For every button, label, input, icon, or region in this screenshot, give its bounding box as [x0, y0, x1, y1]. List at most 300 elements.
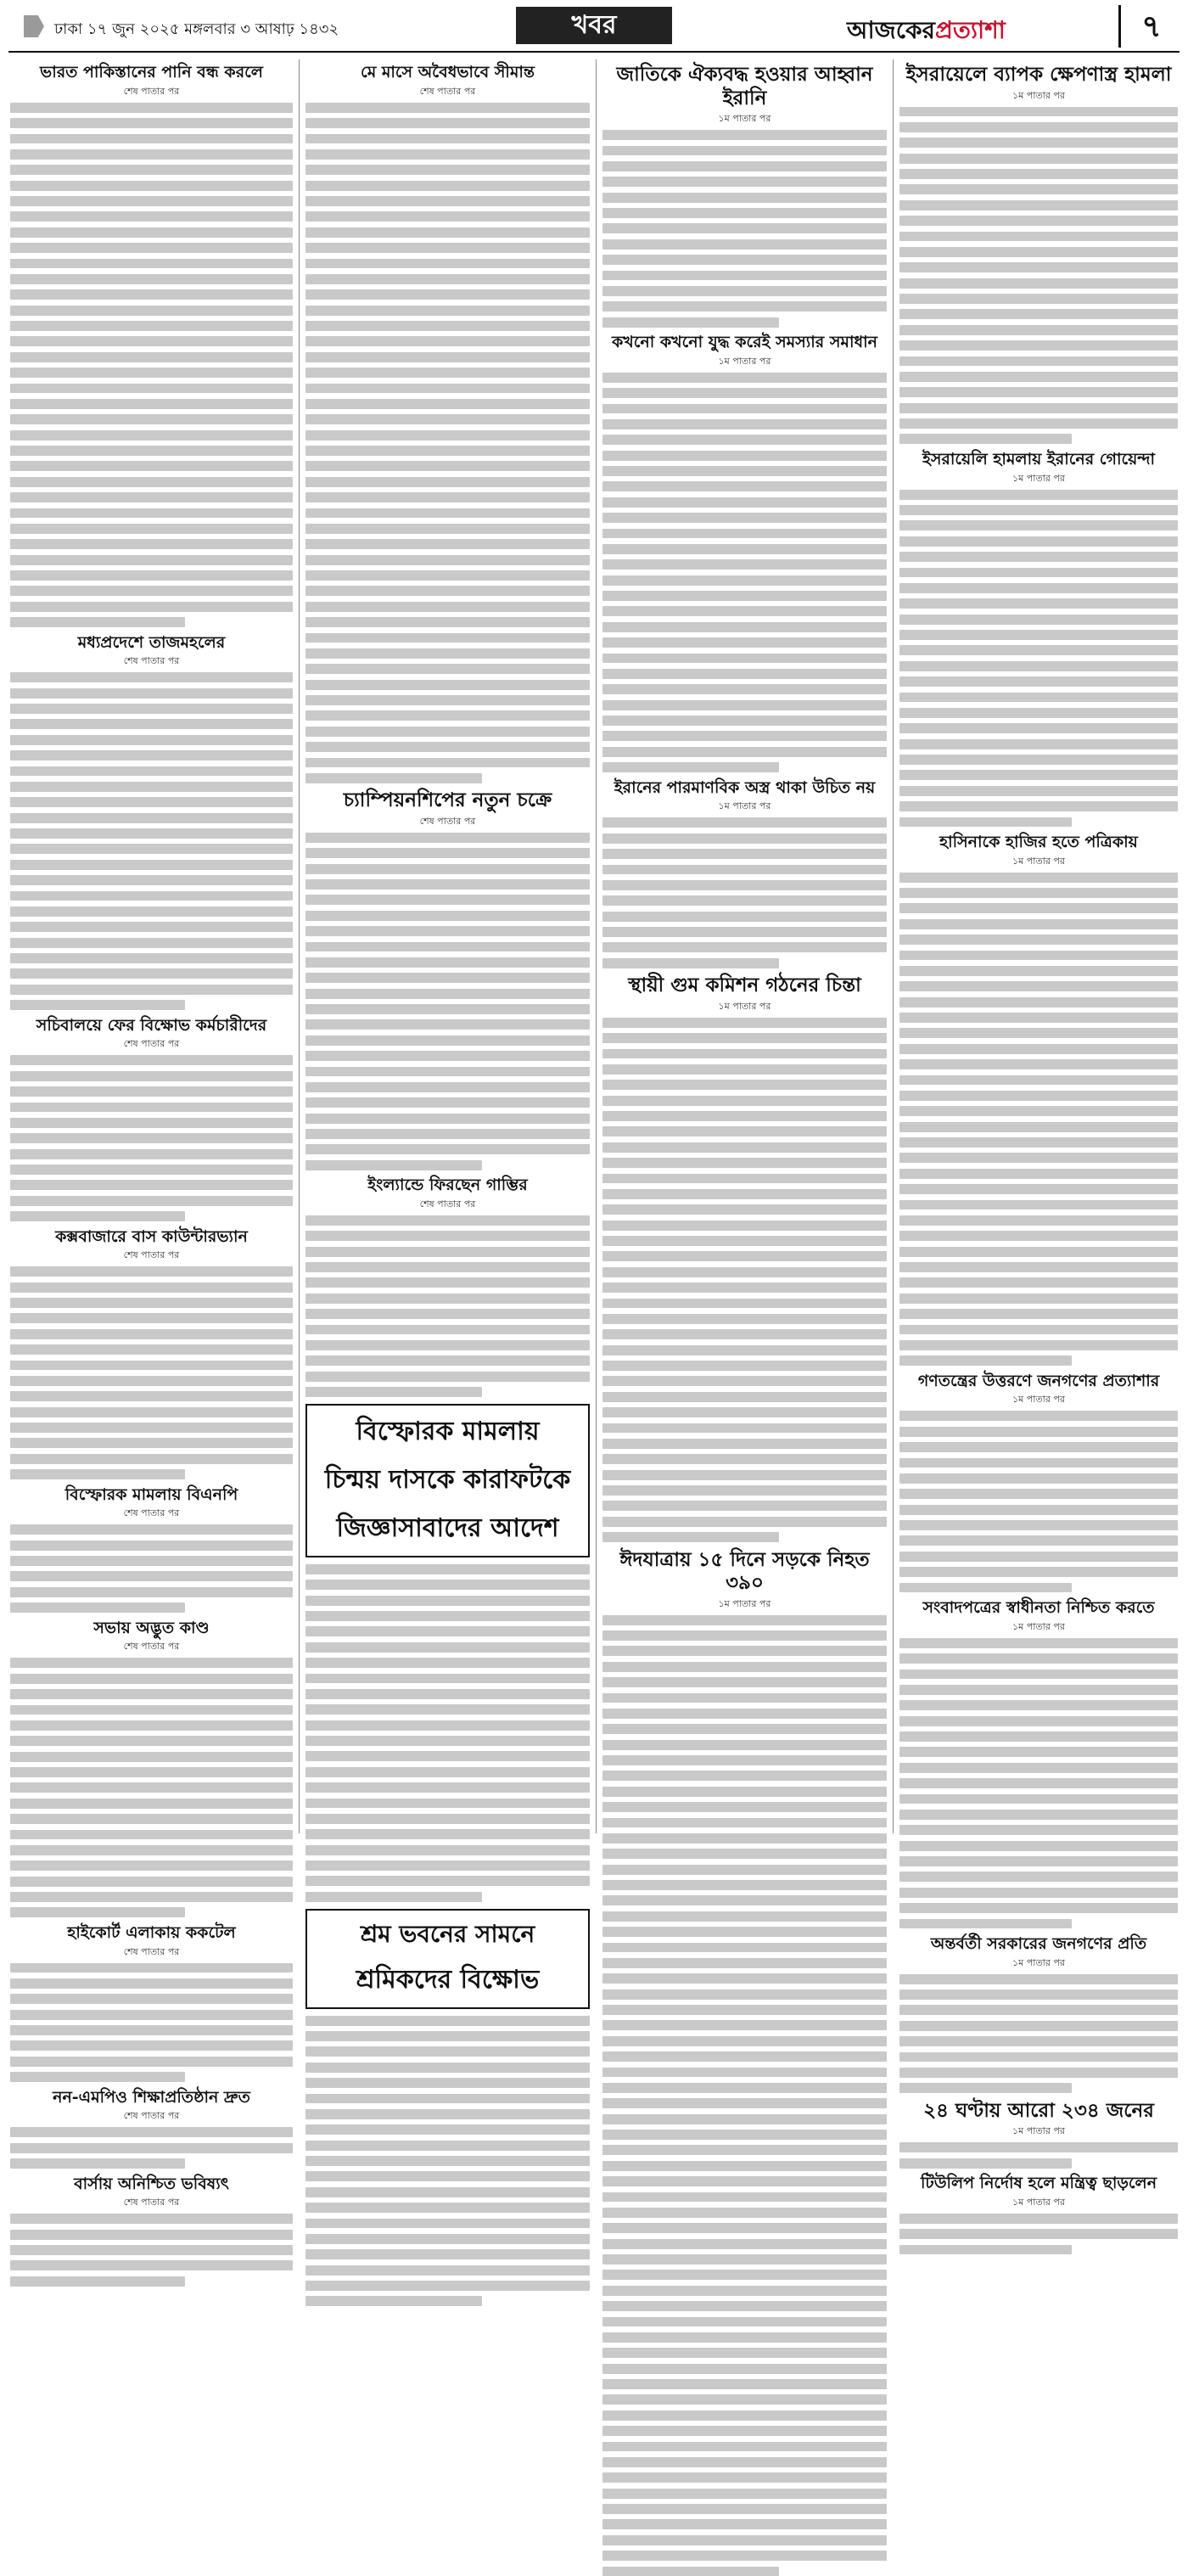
text-line — [10, 289, 293, 300]
text-line — [899, 568, 1178, 578]
text-line — [899, 387, 1178, 397]
text-line — [305, 957, 590, 968]
text-line — [899, 755, 1178, 765]
text-line — [899, 340, 1178, 351]
newspaper-logo — [847, 12, 1006, 52]
text-line — [899, 1872, 1178, 1882]
box-headline-line: শ্রমিকদের বিক্ষোভ — [311, 1959, 585, 2002]
text-line — [305, 2078, 590, 2088]
text-line — [305, 1642, 590, 1653]
text-line — [899, 1247, 1178, 1257]
page-number: ৭ — [1118, 5, 1182, 48]
text-line — [602, 193, 887, 203]
text-line — [602, 301, 887, 311]
text-line — [602, 435, 887, 445]
text-line — [305, 2046, 590, 2057]
article-body — [10, 1524, 293, 1613]
article-body — [305, 1564, 590, 1902]
text-line — [305, 555, 590, 565]
text-line — [602, 2489, 887, 2499]
text-line — [602, 1033, 887, 1043]
text-line — [10, 508, 293, 519]
text-line — [10, 750, 293, 760]
text-line — [305, 1082, 590, 1092]
article — [602, 63, 887, 328]
text-line — [305, 259, 590, 269]
box-headline-line: শ্রম ভবনের সামনে — [311, 1916, 585, 1956]
text-line — [602, 1329, 887, 1339]
text-line — [10, 368, 293, 378]
text-line — [10, 384, 293, 394]
article — [10, 633, 293, 1011]
text-line — [602, 1018, 887, 1028]
text-line — [10, 165, 293, 175]
text-line — [899, 934, 1178, 945]
text-line — [899, 1778, 1178, 1788]
text-line — [305, 196, 590, 206]
text-line — [602, 513, 887, 523]
article-body — [10, 1963, 293, 2083]
text-line — [899, 1075, 1178, 1086]
box-headline-line: চিন্ময় দাসকে কারাফটকে — [312, 1459, 583, 1502]
text-line — [10, 704, 293, 714]
text-line — [899, 2229, 1178, 2239]
article-headline: হাইকোর্ট এলাকায় ককটেল — [10, 1923, 293, 1943]
text-line — [899, 1489, 1178, 1499]
text-line — [602, 1849, 887, 1859]
text-line — [305, 1876, 590, 1886]
text-line — [10, 2057, 293, 2067]
text-line — [305, 1860, 590, 1871]
text-line — [602, 958, 779, 968]
text-line — [305, 727, 590, 737]
text-line — [305, 1387, 482, 1397]
text-line — [602, 927, 887, 937]
text-line — [899, 294, 1178, 304]
article — [899, 1598, 1178, 1928]
text-line — [10, 985, 293, 995]
text-line — [305, 149, 590, 160]
text-line — [305, 710, 590, 721]
text-line — [602, 1423, 887, 1434]
text-line — [899, 873, 1178, 883]
text-line — [602, 466, 887, 476]
text-line — [899, 1215, 1178, 1226]
text-line — [305, 2234, 590, 2244]
text-line — [305, 617, 590, 627]
text-line — [305, 1277, 590, 1288]
text-line — [305, 1129, 590, 1139]
text-line — [10, 968, 293, 979]
text-line — [10, 555, 293, 565]
text-line — [602, 2364, 887, 2374]
text-line — [899, 693, 1178, 703]
text-line — [305, 2203, 590, 2213]
article-headline: গণতন্ত্রের উত্তরণে জনগণের প্রত্যাশার — [899, 1372, 1178, 1391]
text-line — [10, 1344, 293, 1355]
continued-note: ১ম পাতার পর — [899, 2195, 1178, 2211]
text-line — [899, 403, 1178, 413]
text-line — [899, 1458, 1178, 1468]
text-line — [602, 1470, 887, 1480]
text-line — [602, 1345, 887, 1355]
text-line — [602, 208, 887, 218]
text-line — [899, 325, 1178, 335]
text-line — [899, 817, 1072, 828]
text-line — [305, 695, 590, 705]
text-line — [305, 895, 590, 905]
text-line — [10, 1196, 293, 1206]
text-line — [10, 735, 293, 745]
column-4 — [899, 59, 1178, 1833]
text-line — [305, 118, 590, 128]
text-line — [602, 2504, 887, 2514]
article — [899, 63, 1178, 444]
text-line — [602, 2426, 887, 2436]
text-line — [305, 2171, 590, 2181]
text-line — [899, 1340, 1178, 1350]
text-line — [899, 122, 1178, 132]
text-line — [602, 2208, 887, 2218]
text-line — [602, 1501, 887, 1511]
text-line — [10, 719, 293, 729]
text-line — [305, 289, 590, 300]
text-line — [305, 1067, 590, 1077]
text-line — [10, 321, 293, 331]
continued-note: শেষ পাতার পর — [10, 1945, 293, 1961]
article-body — [602, 373, 887, 772]
text-line — [602, 833, 887, 844]
text-line — [305, 1325, 590, 1335]
text-line — [602, 849, 887, 859]
text-line — [899, 1731, 1178, 1742]
text-line — [899, 247, 1178, 257]
text-line — [602, 1221, 887, 1231]
text-line — [602, 1111, 887, 1121]
text-line — [602, 669, 887, 679]
text-line — [305, 864, 590, 874]
text-line — [305, 181, 590, 191]
text-line — [899, 661, 1178, 671]
text-line — [602, 880, 887, 890]
text-line — [10, 1211, 185, 1221]
text-line — [305, 352, 590, 362]
text-line — [899, 1122, 1178, 1132]
text-line — [10, 1860, 293, 1871]
text-line — [899, 1262, 1178, 1272]
section-title: খবর — [516, 7, 672, 44]
text-line — [10, 2230, 293, 2240]
text-line — [10, 1165, 293, 1175]
text-line — [899, 1638, 1178, 1648]
continued-note: শেষ পাতার পর — [10, 2195, 293, 2211]
text-line — [305, 1294, 590, 1304]
article-body — [305, 103, 590, 783]
text-line — [305, 2016, 590, 2026]
text-line — [305, 1596, 590, 1606]
text-line — [602, 2535, 887, 2545]
text-line — [899, 262, 1178, 272]
text-line — [602, 1973, 887, 1984]
text-line — [10, 1541, 293, 1551]
article-headline: বার্সায় অনিশ্চিত ভবিষ্যৎ — [10, 2175, 293, 2194]
text-line — [899, 505, 1178, 515]
text-line — [899, 1355, 1072, 1366]
article — [899, 833, 1178, 1366]
text-line — [602, 1740, 887, 1750]
text-line — [305, 586, 590, 596]
text-line — [305, 1262, 590, 1272]
text-line — [305, 508, 590, 519]
text-line — [10, 1571, 293, 1581]
text-line — [899, 1106, 1178, 1116]
text-line — [899, 1552, 1178, 1562]
text-line — [305, 664, 590, 674]
article — [10, 1227, 293, 1480]
text-line — [602, 2114, 887, 2124]
text-line — [602, 1407, 887, 1417]
text-line — [602, 2394, 887, 2405]
text-line — [305, 926, 590, 936]
text-line — [602, 1299, 887, 1309]
continued-note: ১ম পাতার পর — [899, 854, 1178, 870]
text-line — [305, 1019, 590, 1030]
text-line — [602, 1392, 887, 1402]
text-line — [305, 2281, 590, 2291]
text-line — [10, 617, 185, 627]
text-line — [10, 953, 293, 963]
text-line — [899, 1700, 1178, 1710]
text-line — [305, 1004, 590, 1014]
text-line — [602, 1158, 887, 1168]
article-headline: ২৪ ঘণ্টায় আরো ২৩৪ জনের — [899, 2099, 1178, 2123]
text-line — [10, 602, 293, 612]
text-line — [602, 895, 887, 906]
text-line — [305, 1658, 590, 1668]
text-line — [305, 1097, 590, 1108]
text-line — [10, 461, 293, 471]
text-line — [602, 731, 887, 741]
article-headline: ঈদযাত্রায় ১৫ দিনে সড়কে নিহত ৩৯০ — [602, 1548, 887, 1595]
text-line — [899, 1653, 1178, 1664]
text-line — [10, 1103, 293, 1113]
text-line — [602, 865, 887, 875]
text-line — [899, 583, 1178, 593]
text-line — [10, 1877, 293, 1887]
article-body — [899, 873, 1178, 1367]
text-line — [602, 716, 887, 726]
text-line — [10, 181, 293, 191]
text-line — [602, 654, 887, 664]
article — [305, 1176, 590, 1397]
text-line — [899, 1903, 1178, 1913]
text-line — [899, 1794, 1178, 1804]
text-line — [602, 684, 887, 694]
text-line — [10, 1266, 293, 1277]
text-line — [602, 161, 887, 171]
article-headline: অন্তর্বর্তী সরকারের জনগণের প্রতি — [899, 1934, 1178, 1954]
text-line — [10, 2158, 185, 2169]
text-line — [10, 1752, 293, 1762]
text-line — [305, 2109, 590, 2119]
text-line — [602, 2036, 887, 2046]
text-line — [899, 1716, 1178, 1726]
continued-note: শেষ পাতার পর — [305, 84, 590, 100]
column-divider — [893, 59, 894, 1833]
text-line — [10, 2040, 293, 2051]
text-line — [899, 888, 1178, 898]
text-line — [602, 2379, 887, 2389]
text-line — [10, 1845, 293, 1855]
text-line — [10, 1658, 293, 1668]
text-line — [899, 2083, 1072, 2093]
text-line — [305, 446, 590, 456]
text-line — [899, 520, 1178, 530]
text-line — [602, 1802, 887, 1812]
text-line — [10, 1907, 185, 1917]
text-line — [305, 742, 590, 752]
article-headline: চ্যাম্পিয়নশিপের নতুন চক্রে — [305, 789, 590, 812]
text-line — [602, 1517, 887, 1527]
text-line — [10, 243, 293, 253]
logo-main: আজকের — [847, 16, 935, 44]
text-line — [602, 700, 887, 710]
text-line — [10, 1055, 293, 1065]
article — [602, 1548, 887, 2576]
text-line — [10, 1720, 293, 1731]
column-divider — [299, 59, 300, 1833]
text-line — [602, 1126, 887, 1136]
text-line — [10, 2025, 293, 2035]
text-line — [899, 770, 1178, 780]
text-line — [602, 1080, 887, 1090]
text-line — [10, 1407, 293, 1417]
article — [602, 778, 887, 968]
text-line — [10, 1298, 293, 1308]
text-line — [899, 676, 1178, 687]
text-line — [899, 598, 1178, 609]
text-line — [305, 1720, 590, 1731]
text-line — [10, 688, 293, 699]
text-line — [10, 844, 293, 854]
continued-note: ১ম পাতার পর — [602, 111, 887, 127]
text-line — [602, 239, 887, 250]
text-line — [602, 497, 887, 508]
text-line — [305, 134, 590, 144]
text-line — [602, 1236, 887, 1246]
text-line — [899, 1169, 1178, 1179]
text-line — [899, 1184, 1178, 1194]
text-line — [602, 2176, 887, 2186]
article-body — [10, 2127, 293, 2169]
text-line — [602, 2442, 887, 2452]
text-line — [602, 1943, 887, 1953]
text-line — [305, 1892, 482, 1902]
continued-note: ১ম পাতার পর — [602, 354, 887, 370]
text-line — [899, 1059, 1178, 1069]
text-line — [899, 232, 1178, 242]
text-line — [10, 2260, 293, 2270]
text-line — [602, 1439, 887, 1449]
text-line — [602, 2098, 887, 2108]
text-line — [305, 570, 590, 581]
text-line — [602, 591, 887, 601]
text-line — [602, 317, 779, 328]
text-line — [305, 306, 590, 316]
text-line — [10, 586, 293, 596]
text-line — [10, 274, 293, 284]
text-line — [305, 274, 590, 284]
text-line — [602, 2254, 887, 2265]
text-line — [10, 828, 293, 839]
article — [10, 1485, 293, 1614]
text-line — [602, 286, 887, 296]
text-line — [305, 1799, 590, 1809]
text-line — [10, 103, 293, 113]
text-line — [899, 1325, 1178, 1335]
text-line — [602, 942, 887, 952]
text-line — [305, 321, 590, 331]
text-line — [10, 227, 293, 238]
text-line — [10, 922, 293, 932]
text-line — [10, 1454, 293, 1464]
text-line — [602, 2457, 887, 2467]
text-line — [305, 477, 590, 487]
text-line — [10, 2245, 293, 2255]
text-line — [602, 2192, 887, 2203]
text-line — [602, 177, 887, 187]
text-line — [10, 1963, 293, 1973]
text-line — [602, 2286, 887, 2296]
article-headline: ইসরায়েলি হামলায় ইরানের গোয়েন্দা — [899, 450, 1178, 469]
article-headline: ভারত পাকিস্তানের পানি বন্ধ করলে — [10, 63, 293, 82]
text-line — [602, 1865, 887, 1875]
text-line — [305, 2062, 590, 2073]
text-line — [899, 739, 1178, 749]
text-line — [899, 418, 1178, 429]
text-line — [602, 2567, 779, 2576]
article — [10, 63, 293, 627]
text-line — [602, 1958, 887, 1968]
text-line — [899, 372, 1178, 382]
text-line — [899, 1028, 1178, 1038]
text-line — [602, 1282, 887, 1293]
text-line — [602, 1361, 887, 1371]
text-line — [899, 966, 1178, 976]
text-line — [899, 1841, 1178, 1851]
article-body — [10, 2214, 293, 2286]
continued-note: ১ম পাতার পর — [602, 799, 887, 815]
text-line — [899, 200, 1178, 210]
text-line — [305, 1231, 590, 1241]
text-line — [899, 1153, 1178, 1163]
text-line — [10, 1376, 293, 1386]
text-line — [899, 1137, 1178, 1148]
text-line — [10, 118, 293, 128]
text-line — [305, 1704, 590, 1715]
continued-note: শেষ পাতার পর — [10, 1248, 293, 1264]
text-line — [305, 602, 590, 612]
text-line — [10, 1118, 293, 1128]
text-line — [305, 989, 590, 999]
text-line — [899, 951, 1178, 961]
text-line — [602, 223, 887, 233]
text-line — [899, 1442, 1178, 1452]
continued-note: শেষ পাতার পর — [10, 84, 293, 100]
continued-note: শেষ পাতার পর — [305, 1197, 590, 1213]
continued-note: শেষ পাতার পর — [10, 654, 293, 670]
text-line — [305, 2296, 482, 2306]
